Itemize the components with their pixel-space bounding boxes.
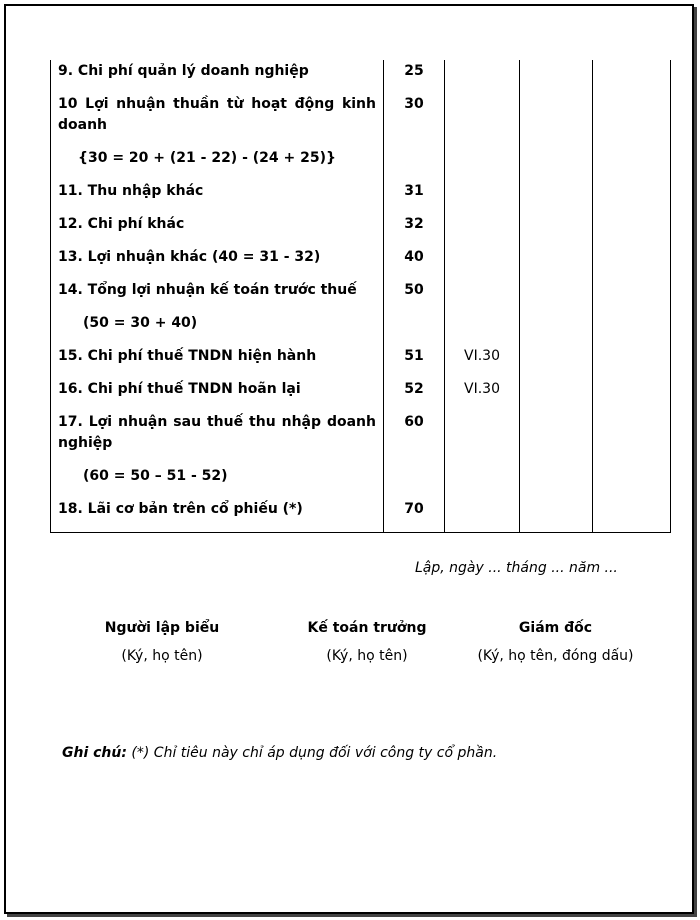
row-note: [445, 94, 520, 148]
row-code: [384, 466, 445, 499]
table-row: [51, 499, 671, 533]
table-row: [51, 466, 671, 499]
signature-director: [463, 620, 648, 664]
table-row: [51, 379, 671, 412]
row-note: [445, 247, 520, 280]
row-current-year: [520, 280, 593, 313]
signature-chief-accountant: [287, 620, 447, 664]
row-previous-year: [593, 247, 671, 280]
row-previous-year: [593, 280, 671, 313]
table-row: [51, 313, 671, 346]
row-previous-year: [593, 214, 671, 247]
row-formula: (50 = 30 + 40): [51, 313, 384, 346]
row-current-year: [520, 499, 593, 533]
income-statement-table: [50, 60, 671, 533]
footnote-label: Ghi chú:: [62, 745, 127, 761]
row-current-year: [520, 181, 593, 214]
row-formula: {30 = 20 + (21 - 22) - (24 + 25)}: [51, 148, 384, 181]
row-note: [445, 412, 520, 466]
row-label: 18. Lãi cơ bản trên cổ phiếu (*): [51, 499, 384, 533]
row-formula: (60 = 50 – 51 - 52): [51, 466, 384, 499]
table-row: [51, 280, 671, 313]
row-note: [445, 466, 520, 499]
row-previous-year: [593, 346, 671, 379]
row-current-year: [520, 148, 593, 181]
row-current-year: [520, 313, 593, 346]
row-previous-year: [593, 412, 671, 466]
row-code: [384, 313, 445, 346]
row-note: [445, 148, 520, 181]
row-code: 32: [384, 214, 445, 247]
row-current-year: [520, 94, 593, 148]
signature-title: Kế toán trưởng: [307, 620, 427, 636]
row-previous-year: [593, 60, 671, 94]
row-note: [445, 214, 520, 247]
row-current-year: [520, 412, 593, 466]
footnote: [62, 745, 497, 761]
row-current-year: [520, 214, 593, 247]
row-label: 14. Tổng lợi nhuận kế toán trước thuế: [51, 280, 384, 313]
table-row: [51, 181, 671, 214]
row-label: 11. Thu nhập khác: [51, 181, 384, 214]
row-code: 40: [384, 247, 445, 280]
row-label: 15. Chi phí thuế TNDN hiện hành: [51, 346, 384, 379]
row-note: [445, 181, 520, 214]
table-row: [51, 247, 671, 280]
row-previous-year: [593, 313, 671, 346]
row-label: 13. Lợi nhuận khác (40 = 31 - 32): [51, 247, 384, 280]
row-previous-year: [593, 499, 671, 533]
table-row: [51, 346, 671, 379]
row-note: [445, 280, 520, 313]
date-line: Lập, ngày ... tháng ... năm ...: [415, 560, 618, 576]
row-code: 51: [384, 346, 445, 379]
row-code: 60: [384, 412, 445, 466]
signature-instruction: (Ký, họ tên): [121, 648, 203, 664]
row-current-year: [520, 247, 593, 280]
row-code: 30: [384, 94, 445, 148]
row-previous-year: [593, 148, 671, 181]
row-current-year: [520, 466, 593, 499]
table-row: [51, 412, 671, 466]
row-current-year: [520, 379, 593, 412]
row-note: [445, 499, 520, 533]
table-row: [51, 60, 671, 94]
row-label: 16. Chi phí thuế TNDN hoãn lại: [51, 379, 384, 412]
row-previous-year: [593, 379, 671, 412]
signature-preparer: [82, 620, 242, 664]
row-previous-year: [593, 466, 671, 499]
row-current-year: [520, 60, 593, 94]
row-previous-year: [593, 94, 671, 148]
signature-title: Giám đốc: [518, 620, 593, 636]
row-note: VI.30: [445, 346, 520, 379]
row-note: VI.30: [445, 379, 520, 412]
table-row: [51, 214, 671, 247]
row-note: [445, 60, 520, 94]
row-note: [445, 313, 520, 346]
row-label: 12. Chi phí khác: [51, 214, 384, 247]
signature-instruction: (Ký, họ tên, đóng dấu): [477, 648, 634, 664]
row-code: 70: [384, 499, 445, 533]
row-label: 10 Lợi nhuận thuần từ hoạt động kinh doanh: [51, 94, 384, 148]
row-code: [384, 148, 445, 181]
table-row: [51, 148, 671, 181]
footnote-text: (*) Chỉ tiêu này chỉ áp dụng đối với công ty cổ phần.: [131, 745, 498, 761]
row-label: 9. Chi phí quản lý doanh nghiệp: [51, 60, 384, 94]
row-current-year: [520, 346, 593, 379]
row-label: 17. Lợi nhuận sau thuế thu nhập doanh nghiệp: [51, 412, 384, 466]
row-code: 25: [384, 60, 445, 94]
row-previous-year: [593, 181, 671, 214]
row-code: 31: [384, 181, 445, 214]
signature-title: Người lập biểu: [104, 620, 220, 636]
row-code: 50: [384, 280, 445, 313]
table-row: [51, 94, 671, 148]
row-code: 52: [384, 379, 445, 412]
signature-instruction: (Ký, họ tên): [326, 648, 408, 664]
